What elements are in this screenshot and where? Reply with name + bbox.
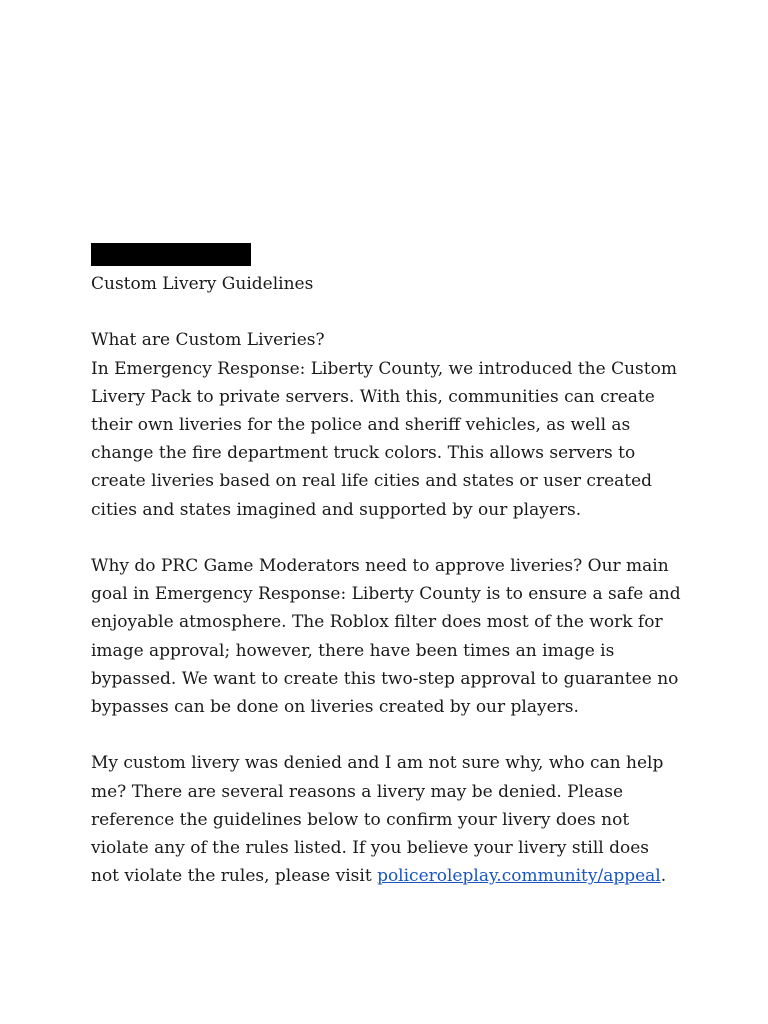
paragraph-spacer: [91, 721, 681, 749]
section-heading: What are Custom Liveries?: [91, 330, 325, 351]
document-content: [91, 243, 681, 890]
paragraph-spacer: [91, 298, 681, 326]
section-body: My custom livery was denied and I am not sure why, who can help me? There are several reasons a livery may be denied. Please reference the guidelines below to confirm your livery does not violate any of the rules listed. If you believe your livery still does not violate the rules, please visit: [91, 753, 664, 887]
section-body-suffix: .: [660, 866, 667, 887]
document-title: Custom Livery Guidelines: [91, 274, 314, 294]
redaction-bar: [91, 243, 251, 266]
section-why-approve-liveries: [91, 552, 681, 721]
section-body: Why do PRC Game Moderators need to approve liveries? Our main goal in Emergency Response: Liberty County is to ensure a safe and enjoyable atmosphere. The Roblox filter does most of the work for image approval; however, there have been times an image is bypassed. We want to create this two-step approval to guarantee no bypasses can be done on liveries created by our players.: [91, 555, 681, 717]
appeal-link[interactable]: policeroleplay.community/appeal: [377, 866, 661, 887]
section-body: In Emergency Response: Liberty County, we introduced the Custom Livery Pack to private servers. With this, communities can create their own liveries for the police and sheriff vehicles, as well as change the fire department truck colors. This allows servers to create liveries based on real life cities and states or user created cities and states imagined and supported by our players.: [91, 358, 677, 520]
paragraph-spacer: [91, 524, 681, 552]
section-what-are-custom-liveries: [91, 326, 681, 523]
section-livery-denied: [91, 749, 681, 890]
